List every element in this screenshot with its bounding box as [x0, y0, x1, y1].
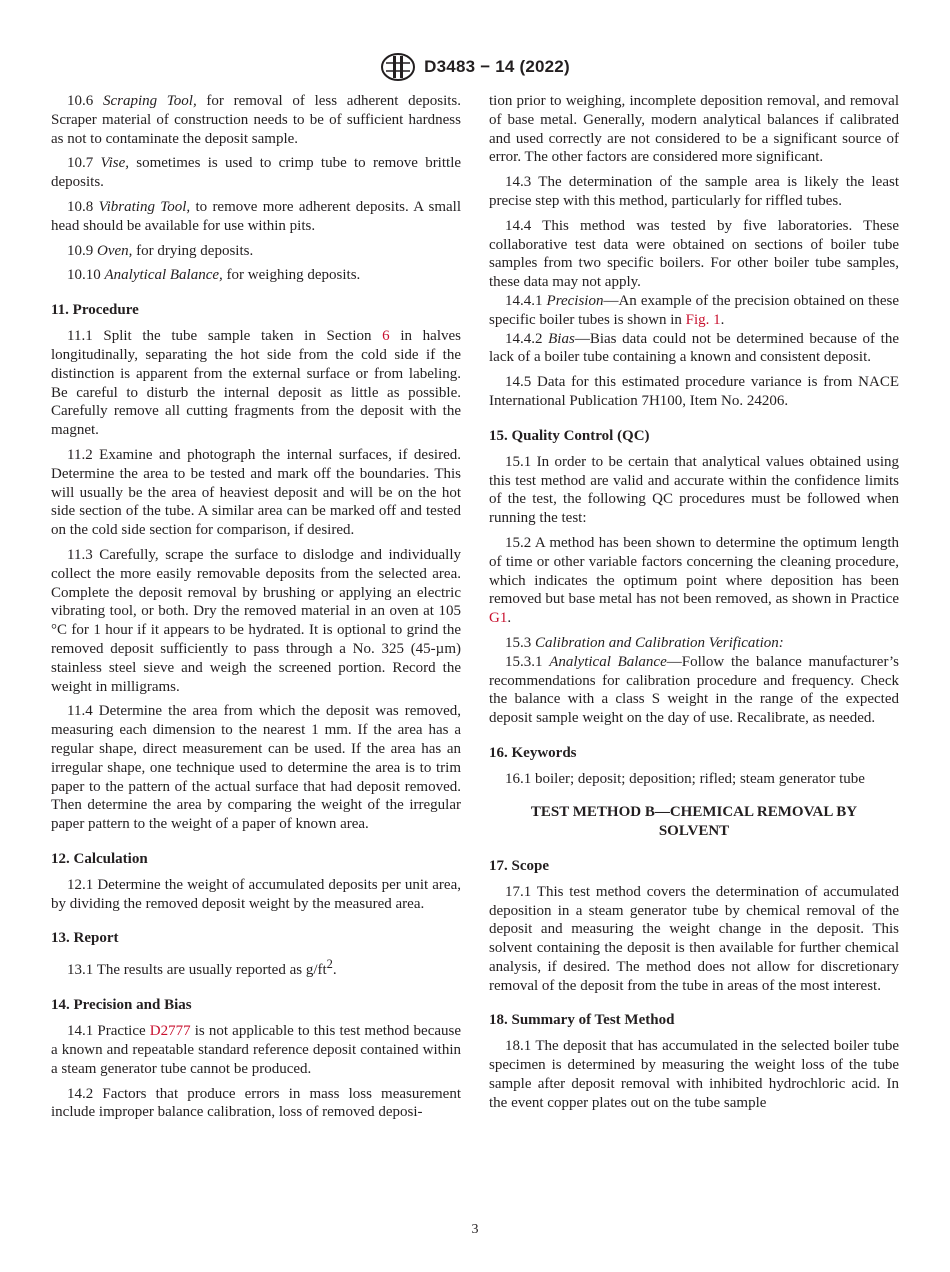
d2777-link[interactable]: D2777 — [149, 1023, 191, 1040]
left-column — [51, 92, 461, 1128]
para-10-6: 10.6 Scraping Tool, for removal of less adherent deposits. Scraper material of construction needs to be of sufficient hardness as not to contaminate the deposit sample. — [51, 93, 462, 147]
astm-logo-icon — [380, 52, 416, 82]
para-10-7: 10.7 Vise, sometimes is used to crimp tube to remove brittle deposits. — [51, 155, 462, 191]
para-13-1: 13.1 The results are usually reported as $g/ft^2$. — [67, 957, 337, 979]
heading-precision-bias: 14. Precision and Bias — [51, 997, 192, 1014]
section-6-link[interactable]: 6 — [382, 328, 390, 345]
para-18-1: 18.1 The deposit that has accumulated in the selected boiler tube specimen is determined by measuring the weight loss of the tube sample after deposit removal with inhibited hydrochloric acid. In the event copper plates out on the tube sample — [489, 1038, 899, 1111]
para-16-1: 16.1 boiler; deposit; deposition; rifled; steam generator tube — [505, 770, 865, 787]
para-14-4: 14.4 This method was tested by five laboratories. These collaborative test data were obtained on sections of boiler tube samples from two specific boilers. For other boiler tube samples, these data may not apply. — [489, 217, 899, 291]
para-11-2: 11.2 Examine and photograph the internal surfaces, if desired. Determine the area to be tested and mark off the boundaries. This will usually be the area of heaviest deposit and will be on the hot side section of the tube. A similar area can be marked off and tested on the cold side section for comparison, if desired. — [51, 446, 461, 539]
para-10-9: 10.9 Oven, for drying deposits. — [67, 242, 254, 259]
para-12-1: 12.1 Determine the weight of accumulated deposits per unit area, by dividing the removed deposit weight by the measured area. — [51, 876, 461, 912]
g1-link[interactable]: G1 — [489, 610, 508, 627]
page-number: 3 — [471, 1222, 479, 1237]
para-15-3-1: 15.3.1 Analytical Balance—Follow the balance manufacturer’s recommendations for calibration procedure and frequency. Check the balance with a class S weight in the range of the expected deposit sample weight on the day of use. Recalibrate, as needed. — [489, 653, 900, 727]
para-14-5: 14.5 Data for this estimated procedure variance is from NACE International Publication 7H100, Item No. 24206. — [489, 374, 899, 409]
fig-1-link[interactable]: Fig. 1 — [685, 311, 721, 328]
page-header — [0, 52, 950, 82]
heading-quality-control: 15. Quality Control (QC) — [489, 427, 650, 444]
para-15-1: 15.1 In order to be certain that analytical values obtained using this test method are valid and accurate within the confidence limits of the test, the following QC procedures must be followed when running the test: — [489, 453, 899, 527]
test-method-b-heading: TEST METHOD B—CHEMICAL REMOVAL BY SOLVENT — [530, 803, 858, 839]
para-14-2: 14.2 Factors that produce errors in mass loss measurement include improper balance calibration, loss of removed deposi- — [51, 1085, 461, 1121]
para-11-1: 11.1 Split the tube sample taken in Section 6 in halves longitudinally, separating the hot side from the cold side if the distinction is apparent from the external surface or from labeling. Be careful to disturb the internal deposit as little as possible. Carefully remove all cutting fragments from the deposit with the magnet. — [51, 328, 461, 439]
para-11-3: 11.3 Carefully, scrape the surface to dislodge and individually collect the more easily removable deposits from the selected area. Complete the deposit removal by brushing or applying an electric vibrating tool, or both. Dry the removed material in an oven at 105 °C for 1 hour if it appears to be hydrated. It is optional to grind the removed deposit sufficiently to pass through a No. 325 (45-µm) stainless steel sieve and weigh the screened portion. Record the weight in milligrams. — [51, 546, 461, 695]
heading-scope: 17. Scope — [489, 857, 549, 874]
para-14-2-continued: tion prior to weighing, incomplete deposition removal, and removal of base metal. Generally, modern analytical balances if calibrated and used correctly are not considered to be a significant source of error. The other factors are considered more significant. — [489, 93, 899, 166]
heading-keywords: 16. Keywords — [489, 744, 577, 761]
heading-calculation: 12. Calculation — [51, 850, 148, 867]
para-17-1: 17.1 This test method covers the determination of accumulated deposition in a steam generator tube by chemical removal of the deposit and measuring the weight change in the deposit. This solvent containing the deposit is then available for further chemical analysis, if desired. The method does not allow for discretionary removal of the deposit from the tube in areas of the most interest. — [489, 883, 899, 994]
para-14-4-2: 14.4.2 Bias—Bias data could not be determined because of the lack of a boiler tube containing a known and consistent deposit. — [489, 330, 899, 366]
para-15-3: 15.3 Calibration and Calibration Verification: — [505, 634, 784, 651]
heading-report: 13. Report — [51, 930, 119, 947]
para-15-2: 15.2 A method has been shown to determine the optimum length of time or other variable factors concerning the cleaning procedure, which indicates the optimum point where deposition has been removed but base metal has not been removed, as shown in Practice G1. — [489, 534, 899, 627]
para-14-1: 14.1 Practice D2777 is not applicable to this test method because a known and repeatable standard reference deposit contained within a steam generator tube cannot be produced. — [51, 1023, 462, 1077]
para-10-10: 10.10 Analytical Balance, for weighing deposits. — [67, 267, 361, 284]
heading-summary: 18. Summary of Test Method — [489, 1012, 675, 1029]
para-14-4-1: 14.4.1 Precision—An example of the precision obtained on these specific boiler tubes is shown in Fig. 1. — [489, 292, 900, 328]
para-11-4: 11.4 Determine the area from which the deposit was removed, measuring each dimension to the nearest 1 mm. If the area has a regular shape, direct measurement can be used. If the area has an irregular shape, one technique used to determine the area is to trim paper to the pattern of the actual surface that had deposit removed. Then determine the area by comparing the weight of the irregular paper pattern to the weight of a paper of known area. — [51, 703, 461, 833]
document-id: D3483 − 14 (2022) — [424, 57, 570, 76]
para-10-8: 10.8 Vibrating Tool, to remove more adherent deposits. A small head should be available for use within pits. — [51, 198, 462, 234]
right-column — [489, 92, 899, 1119]
para-14-3: 14.3 The determination of the sample area is likely the least precise step with this method, particularly for riffled tubes. — [489, 174, 899, 209]
heading-procedure: 11. Procedure — [51, 302, 139, 319]
